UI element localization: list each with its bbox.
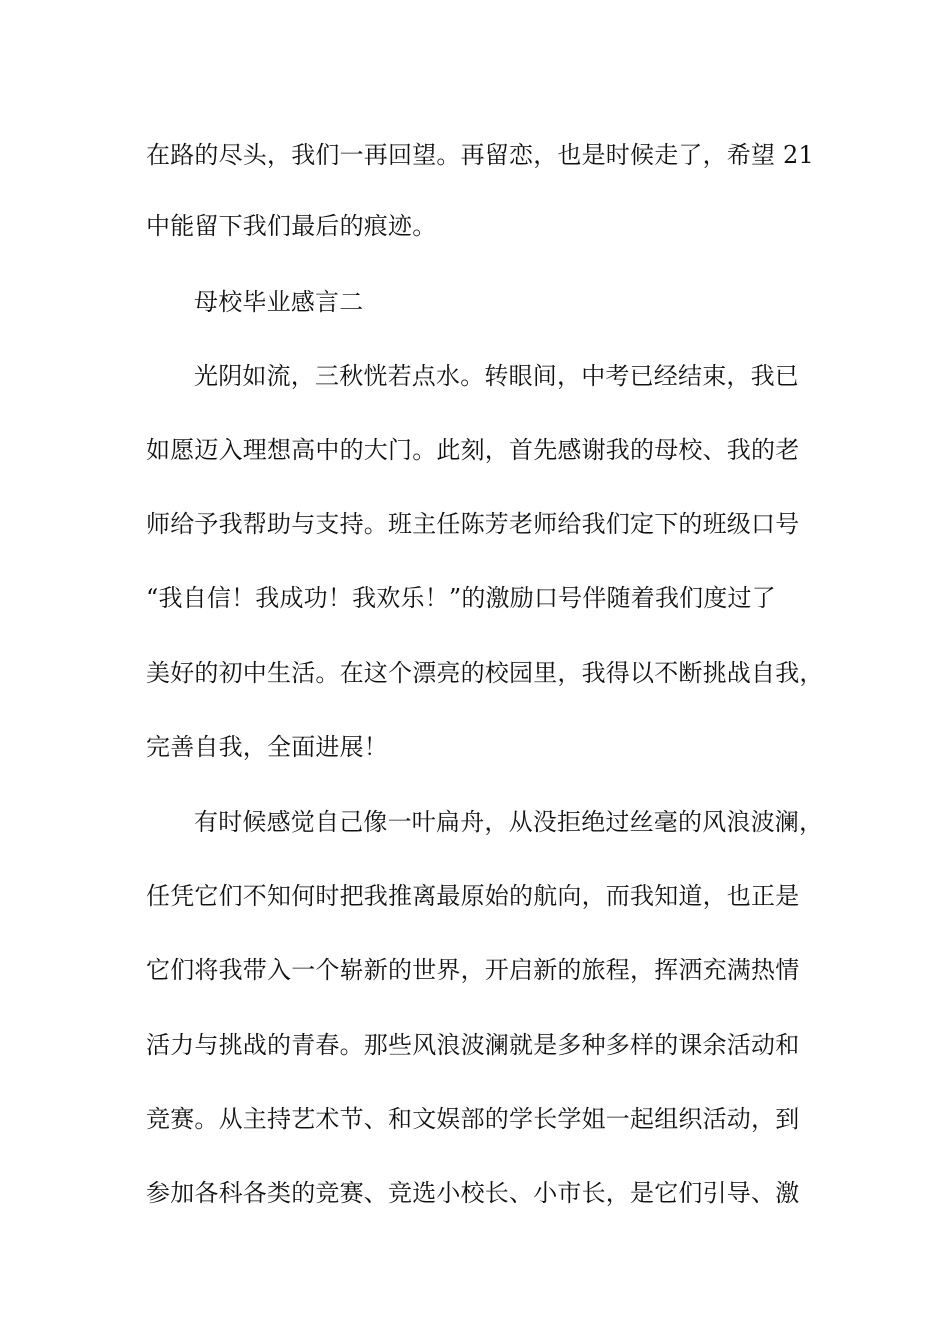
section-heading: 母校毕业感言二 <box>194 288 364 316</box>
text-line: 如愿迈入理想高中的大门。此刻，首先感谢我的母校、我的老 <box>146 436 800 464</box>
text-line: 美好的初中生活。在这个漂亮的校园里，我得以不断挑战自我， <box>146 659 824 687</box>
text-line: 它们将我带入一个崭新的世界，开启新的旅程，挥洒充满热情 <box>146 956 800 984</box>
paragraph-start: 有时候感觉自己像一叶扁舟，从没拒绝过丝毫的风浪波澜， <box>194 808 824 836</box>
text-line: 师给予我帮助与支持。班主任陈芳老师给我们定下的班级口号 <box>146 510 800 538</box>
text-line: 任凭它们不知何时把我推离最原始的航向，而我知道，也正是 <box>146 882 800 910</box>
text-line: 在路的尽头，我们一再回望。再留恋，也是时候走了，希望 21 <box>146 141 814 169</box>
text-line: 竞赛。从主持艺术节、和文娱部的学长学姐一起组织活动，到 <box>146 1105 800 1133</box>
text-line: “我自信！我成功！我欢乐！”的激励口号伴随着我们度过了 <box>146 584 776 612</box>
text-line: 活力与挑战的青春。那些风浪波澜就是多种多样的课余活动和 <box>146 1031 800 1059</box>
text-line: 中能留下我们最后的痕迹。 <box>146 212 437 240</box>
text-line: 参加各科各类的竞赛、竞选小校长、小市长，是它们引导、激 <box>146 1179 800 1207</box>
paragraph-start: 光阴如流，三秋恍若点水。转眼间，中考已经结束，我已 <box>194 362 799 390</box>
text-line: 完善自我，全面进展！ <box>146 733 388 761</box>
